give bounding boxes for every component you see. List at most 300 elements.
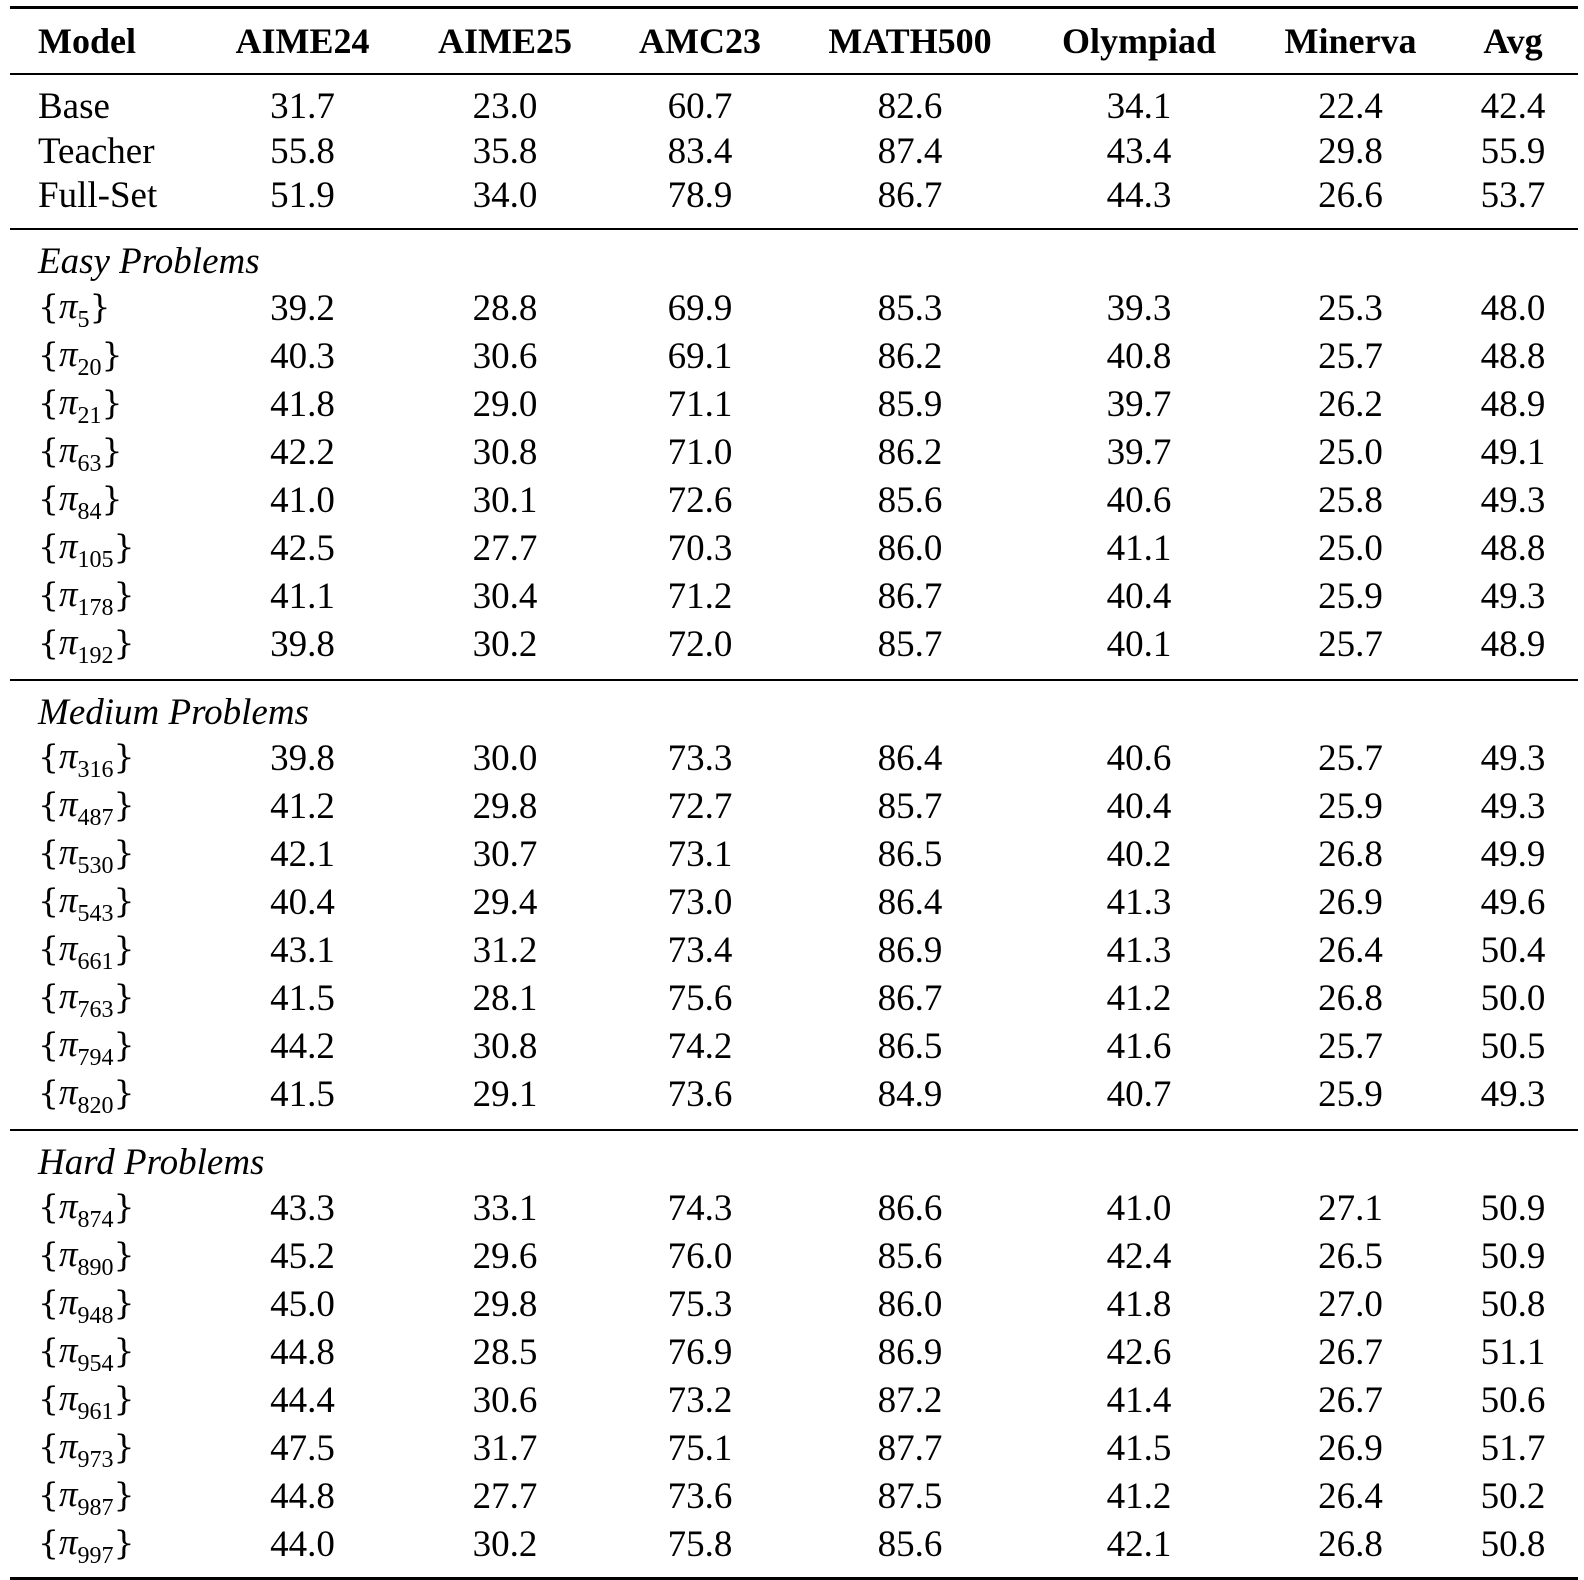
table-row [10, 735, 1578, 783]
score-cell-olympiad: 41.4 [1106, 1380, 1172, 1422]
score-cell-math500: 86.4 [877, 881, 943, 923]
subset-name-cell [10, 831, 200, 879]
score-cell-aime25: 30.1 [472, 479, 538, 521]
subset-name-cell [10, 1185, 200, 1233]
pi-symbol: π [59, 525, 78, 567]
score-cell-math500: 86.9 [877, 929, 943, 971]
subset-name-cell [10, 1233, 200, 1281]
left-brace: { [38, 1475, 59, 1515]
score-cell-aime25: 29.1 [405, 1071, 605, 1130]
right-brace: } [113, 1235, 135, 1275]
left-brace: { [38, 1331, 59, 1371]
score-cell-aime25: 27.7 [472, 527, 538, 569]
score-cell-amc23: 60.7 [667, 86, 733, 128]
score-cell-minerva: 26.8 [1318, 833, 1383, 875]
subset-name-cell [10, 429, 200, 477]
pi-symbol: π [59, 927, 78, 969]
table-row [10, 1329, 1578, 1377]
score-cell-minerva: 26.8 [1253, 1521, 1448, 1579]
subset-name-cell [10, 381, 200, 429]
score-cell-olympiad: 41.5 [1106, 1428, 1172, 1470]
score-cell-math500: 86.2 [877, 335, 943, 377]
left-brace: { [38, 928, 59, 968]
right-brace: } [101, 334, 123, 374]
score-cell-math500: 85.6 [795, 1521, 1025, 1579]
score-cell-amc23: 73.4 [667, 929, 733, 971]
score-cell-amc23: 71.0 [667, 431, 733, 473]
column-header-minerva: Minerva [1253, 8, 1448, 75]
section-header-row [10, 1130, 1578, 1185]
score-cell-aime25: 33.1 [472, 1188, 538, 1230]
score-cell-minerva: 26.7 [1318, 1332, 1383, 1374]
score-cell-avg: 51.7 [1480, 1428, 1546, 1470]
score-cell-math500: 85.6 [877, 1236, 943, 1278]
subset-index: 874 [77, 1207, 114, 1234]
score-cell-avg: 50.6 [1480, 1380, 1546, 1422]
score-cell-math500: 87.5 [877, 1476, 943, 1518]
score-cell-olympiad: 40.1 [1025, 621, 1253, 680]
score-cell-aime24: 41.5 [270, 977, 335, 1019]
score-cell-aime24: 44.4 [270, 1380, 335, 1422]
subset-index: 763 [77, 996, 114, 1023]
pi-symbol: π [59, 285, 78, 327]
pi-symbol: π [59, 783, 78, 825]
score-cell-aime25: 30.4 [472, 575, 538, 617]
right-brace: } [113, 1523, 135, 1563]
table-row [10, 129, 1578, 173]
score-cell-minerva: 26.9 [1318, 881, 1383, 923]
score-cell-avg: 49.3 [1480, 737, 1546, 779]
subset-name-cell [10, 525, 200, 573]
right-brace: } [113, 832, 135, 872]
subset-index: 961 [77, 1399, 114, 1426]
score-cell-math500: 85.7 [795, 621, 1025, 680]
subset-index: 987 [77, 1495, 114, 1522]
subset-index: 973 [77, 1447, 114, 1474]
score-cell-aime24: 51.9 [200, 174, 405, 229]
table-row [10, 1521, 1578, 1579]
score-cell-amc23: 74.3 [667, 1188, 733, 1230]
right-brace: } [113, 928, 135, 968]
pi-symbol: π [59, 477, 78, 519]
right-brace: } [113, 736, 135, 776]
subset-index: 948 [77, 1303, 114, 1330]
score-cell-aime24: 41.1 [270, 575, 335, 617]
score-cell-math500: 86.2 [877, 431, 943, 473]
left-brace: { [38, 430, 59, 470]
score-cell-aime25: 30.2 [405, 621, 605, 680]
score-cell-olympiad: 40.6 [1106, 737, 1172, 779]
score-cell-aime24: 40.4 [270, 881, 335, 923]
score-cell-amc23: 76.0 [667, 1236, 733, 1278]
subset-name-cell [10, 1071, 200, 1130]
subset-name-cell [10, 1425, 200, 1473]
score-cell-avg: 48.9 [1448, 621, 1578, 680]
left-brace: { [38, 478, 59, 518]
table-row [10, 1425, 1578, 1473]
score-cell-olympiad: 40.2 [1106, 833, 1172, 875]
score-cell-aime25: 29.6 [472, 1236, 538, 1278]
score-cell-aime25: 30.0 [472, 737, 538, 779]
pi-symbol: π [59, 1023, 78, 1065]
section-label: Easy Problems [38, 241, 260, 283]
subset-name-cell [10, 333, 200, 381]
left-brace: { [38, 784, 59, 824]
subset-index: 21 [77, 402, 102, 429]
left-brace: { [38, 1187, 59, 1227]
score-cell-avg: 49.3 [1480, 575, 1546, 617]
table-row [10, 477, 1578, 525]
score-cell-amc23: 75.1 [667, 1428, 733, 1470]
score-cell-math500: 86.0 [877, 1284, 943, 1326]
subset-index: 954 [77, 1351, 114, 1378]
score-cell-amc23: 73.2 [667, 1380, 733, 1422]
score-cell-minerva: 26.7 [1318, 1380, 1383, 1422]
subset-name-cell [10, 1329, 200, 1377]
score-cell-math500: 84.9 [795, 1071, 1025, 1130]
score-cell-aime25: 28.1 [472, 977, 538, 1019]
score-cell-amc23: 72.7 [667, 785, 733, 827]
subset-name-cell [10, 975, 200, 1023]
score-cell-aime24: 43.3 [270, 1188, 335, 1230]
score-cell-math500: 85.9 [877, 383, 943, 425]
left-brace: { [38, 1379, 59, 1419]
score-cell-minerva: 29.8 [1318, 130, 1383, 172]
score-cell-aime24: 39.8 [200, 621, 405, 680]
score-cell-avg: 49.3 [1480, 479, 1546, 521]
score-cell-olympiad: 40.7 [1025, 1071, 1253, 1130]
score-cell-aime24: 44.0 [200, 1521, 405, 1579]
right-brace: } [113, 1072, 135, 1112]
score-cell-amc23: 73.0 [667, 881, 733, 923]
score-cell-aime24: 39.8 [270, 737, 335, 779]
score-cell-math500: 82.6 [877, 86, 943, 128]
score-cell-amc23: 70.3 [667, 527, 733, 569]
score-cell-aime24: 43.1 [270, 929, 335, 971]
score-cell-minerva: 25.9 [1318, 575, 1383, 617]
score-cell-amc23: 75.8 [605, 1521, 795, 1579]
score-cell-aime24: 44.8 [270, 1332, 335, 1374]
left-brace: { [38, 832, 59, 872]
pi-symbol: π [59, 1282, 78, 1324]
score-cell-amc23: 76.9 [667, 1332, 733, 1374]
score-cell-olympiad: 41.2 [1106, 977, 1172, 1019]
right-brace: } [113, 1427, 135, 1467]
score-cell-amc23: 83.4 [667, 130, 733, 172]
score-cell-aime24: 41.2 [270, 785, 335, 827]
score-cell-minerva: 26.5 [1318, 1236, 1383, 1278]
score-cell-math500: 85.7 [877, 785, 943, 827]
table-row [10, 1023, 1578, 1071]
subset-name-cell [10, 621, 200, 680]
score-cell-amc23: 72.6 [667, 479, 733, 521]
pi-symbol: π [59, 831, 78, 873]
right-brace: } [113, 526, 135, 566]
right-brace: } [113, 976, 135, 1016]
subset-index: 661 [77, 948, 114, 975]
score-cell-olympiad: 34.1 [1106, 86, 1172, 128]
pi-symbol: π [59, 735, 78, 777]
subset-name-cell [10, 1377, 200, 1425]
table-row [10, 1473, 1578, 1521]
score-cell-amc23: 73.6 [667, 1476, 733, 1518]
score-cell-aime25: 29.8 [472, 785, 538, 827]
score-cell-olympiad: 40.4 [1106, 785, 1172, 827]
score-cell-aime25: 23.0 [472, 86, 538, 128]
score-cell-olympiad: 42.1 [1025, 1521, 1253, 1579]
pi-symbol: π [59, 621, 78, 663]
left-brace: { [38, 736, 59, 776]
table-row [10, 831, 1578, 879]
score-cell-aime24: 31.7 [270, 86, 335, 128]
score-cell-math500: 86.5 [877, 1025, 943, 1067]
score-cell-aime24: 39.2 [270, 287, 335, 329]
pi-symbol: π [59, 573, 78, 615]
left-brace: { [38, 1523, 59, 1563]
right-brace: } [113, 1475, 135, 1515]
subset-name-cell [10, 573, 200, 621]
score-cell-math500: 86.6 [877, 1188, 943, 1230]
score-cell-aime25: 35.8 [472, 130, 538, 172]
pi-symbol: π [59, 381, 78, 423]
table-row [10, 879, 1578, 927]
left-brace: { [38, 286, 59, 326]
score-cell-math500: 86.5 [877, 833, 943, 875]
score-cell-amc23: 73.1 [667, 833, 733, 875]
column-header-aime25: AIME25 [405, 8, 605, 75]
score-cell-aime25: 30.6 [472, 335, 538, 377]
table-row [10, 1233, 1578, 1281]
score-cell-olympiad: 43.4 [1106, 130, 1172, 172]
right-brace: } [113, 1379, 135, 1419]
score-cell-minerva: 26.9 [1318, 1428, 1383, 1470]
column-header-olympiad: Olympiad [1025, 8, 1253, 75]
subset-name-cell [10, 477, 200, 525]
subset-index: 5 [77, 306, 90, 333]
subset-name-cell [10, 783, 200, 831]
pi-symbol: π [59, 879, 78, 921]
score-cell-aime24: 41.5 [200, 1071, 405, 1130]
score-cell-avg: 48.0 [1480, 287, 1546, 329]
table-header [10, 8, 1578, 75]
pi-symbol: π [59, 1426, 78, 1468]
score-cell-minerva: 25.7 [1318, 1025, 1383, 1067]
right-brace: } [113, 1024, 135, 1064]
score-cell-amc23: 73.6 [605, 1071, 795, 1130]
score-cell-olympiad: 41.2 [1106, 1476, 1172, 1518]
subset-index: 178 [77, 594, 114, 621]
left-brace: { [38, 334, 59, 374]
score-cell-minerva: 25.9 [1318, 785, 1383, 827]
subset-name-cell [10, 735, 200, 783]
table-row [10, 74, 1578, 129]
score-cell-amc23: 73.3 [667, 737, 733, 779]
score-cell-math500: 86.7 [877, 575, 943, 617]
subset-name-cell [10, 1281, 200, 1329]
left-brace: { [38, 880, 59, 920]
model-name-cell: Full-Set [10, 174, 200, 229]
score-cell-olympiad: 40.6 [1106, 479, 1172, 521]
table-row [10, 621, 1578, 680]
score-cell-math500: 87.2 [877, 1380, 943, 1422]
right-brace: } [89, 286, 111, 326]
score-cell-aime25: 30.8 [472, 1025, 538, 1067]
score-cell-math500: 87.4 [877, 130, 943, 172]
score-cell-aime24: 41.8 [270, 383, 335, 425]
score-cell-minerva: 25.0 [1318, 527, 1383, 569]
pi-symbol: π [59, 1186, 78, 1228]
subset-index: 794 [77, 1044, 114, 1071]
table-row [10, 1071, 1578, 1130]
score-cell-olympiad: 41.8 [1106, 1284, 1172, 1326]
column-header-aime24: AIME24 [200, 8, 405, 75]
score-cell-avg: 50.4 [1480, 929, 1546, 971]
pi-symbol: π [59, 1071, 78, 1113]
subset-name-cell [10, 285, 200, 333]
subset-name-cell [10, 879, 200, 927]
score-cell-aime25: 28.5 [472, 1332, 538, 1374]
subset-index: 63 [77, 450, 102, 477]
score-cell-minerva: 25.8 [1318, 479, 1383, 521]
score-cell-olympiad: 40.8 [1106, 335, 1172, 377]
right-brace: } [113, 880, 135, 920]
left-brace: { [38, 1427, 59, 1467]
score-cell-minerva: 25.3 [1318, 287, 1383, 329]
score-cell-aime24: 42.5 [270, 527, 335, 569]
left-brace: { [38, 1024, 59, 1064]
table-row [10, 1281, 1578, 1329]
right-brace: } [113, 574, 135, 614]
score-cell-aime25: 30.8 [472, 431, 538, 473]
left-brace: { [38, 1283, 59, 1323]
table-row [10, 174, 1578, 229]
right-brace: } [113, 622, 135, 662]
subset-index: 997 [77, 1543, 114, 1570]
score-cell-aime25: 28.8 [472, 287, 538, 329]
score-cell-avg: 55.9 [1480, 130, 1546, 172]
table-row [10, 927, 1578, 975]
score-cell-avg: 50.8 [1448, 1521, 1578, 1579]
score-cell-aime24: 44.2 [270, 1025, 335, 1067]
right-brace: } [113, 784, 135, 824]
score-cell-amc23: 75.3 [667, 1284, 733, 1326]
score-cell-minerva: 25.9 [1253, 1071, 1448, 1130]
score-cell-aime25: 29.4 [472, 881, 538, 923]
score-cell-avg: 53.7 [1448, 174, 1578, 229]
subset-index: 316 [77, 756, 114, 783]
score-cell-aime24: 41.0 [270, 479, 335, 521]
score-cell-aime25: 34.0 [405, 174, 605, 229]
score-cell-amc23: 71.1 [667, 383, 733, 425]
pi-symbol: π [59, 975, 78, 1017]
score-cell-aime24: 44.8 [270, 1476, 335, 1518]
score-cell-math500: 86.0 [877, 527, 943, 569]
score-cell-avg: 50.0 [1480, 977, 1546, 1019]
subset-index: 105 [77, 546, 114, 573]
subset-name-cell [10, 1473, 200, 1521]
model-name-cell: Teacher [38, 130, 155, 172]
right-brace: } [113, 1283, 135, 1323]
pi-symbol: π [59, 1378, 78, 1420]
table-row [10, 525, 1578, 573]
score-cell-aime25: 31.7 [472, 1428, 538, 1470]
score-cell-minerva: 22.4 [1318, 86, 1383, 128]
left-brace: { [38, 574, 59, 614]
score-cell-minerva: 25.7 [1253, 621, 1448, 680]
subset-index: 487 [77, 804, 114, 831]
score-cell-olympiad: 41.3 [1106, 881, 1172, 923]
score-cell-olympiad: 41.3 [1106, 929, 1172, 971]
subset-index: 192 [77, 642, 114, 669]
score-cell-aime24: 55.8 [270, 130, 335, 172]
score-cell-amc23: 71.2 [667, 575, 733, 617]
score-cell-aime24: 40.3 [270, 335, 335, 377]
pi-symbol: π [59, 1522, 78, 1564]
score-cell-aime24: 42.1 [270, 833, 335, 875]
score-cell-olympiad: 39.3 [1106, 287, 1172, 329]
right-brace: } [113, 1331, 135, 1371]
table-row [10, 1377, 1578, 1425]
table-row [10, 783, 1578, 831]
table-row [10, 573, 1578, 621]
score-cell-aime25: 30.2 [405, 1521, 605, 1579]
score-cell-minerva: 26.2 [1318, 383, 1383, 425]
score-cell-aime24: 45.0 [270, 1284, 335, 1326]
score-cell-minerva: 27.0 [1318, 1284, 1383, 1326]
score-cell-aime25: 30.7 [472, 833, 538, 875]
score-cell-math500: 86.7 [795, 174, 1025, 229]
score-cell-avg: 50.9 [1480, 1236, 1546, 1278]
table-row [10, 333, 1578, 381]
score-cell-minerva: 26.4 [1318, 929, 1383, 971]
score-cell-math500: 86.7 [877, 977, 943, 1019]
score-cell-avg: 49.6 [1480, 881, 1546, 923]
left-brace: { [38, 1072, 59, 1112]
score-cell-avg: 49.3 [1448, 1071, 1578, 1130]
score-cell-olympiad: 39.7 [1106, 431, 1172, 473]
subset-index: 543 [77, 900, 114, 927]
score-cell-avg: 50.9 [1480, 1188, 1546, 1230]
table-row [10, 975, 1578, 1023]
score-cell-avg: 48.8 [1480, 335, 1546, 377]
score-cell-minerva: 26.4 [1318, 1476, 1383, 1518]
table-row [10, 1185, 1578, 1233]
score-cell-olympiad: 40.4 [1106, 575, 1172, 617]
pi-symbol: π [59, 1330, 78, 1372]
score-cell-amc23: 74.2 [667, 1025, 733, 1067]
score-cell-avg: 50.8 [1480, 1284, 1546, 1326]
score-cell-amc23: 78.9 [605, 174, 795, 229]
right-brace: } [101, 430, 123, 470]
results-table [10, 6, 1578, 1580]
score-cell-avg: 48.9 [1480, 383, 1546, 425]
table-row [10, 381, 1578, 429]
score-cell-math500: 86.4 [877, 737, 943, 779]
score-cell-aime24: 42.2 [270, 431, 335, 473]
column-header-math500: MATH500 [795, 8, 1025, 75]
score-cell-avg: 42.4 [1480, 86, 1546, 128]
score-cell-math500: 87.7 [877, 1428, 943, 1470]
column-header-amc23: AMC23 [605, 8, 795, 75]
score-cell-aime25: 29.8 [472, 1284, 538, 1326]
subset-index: 84 [77, 498, 102, 525]
left-brace: { [38, 1235, 59, 1275]
right-brace: } [101, 478, 123, 518]
subset-name-cell [10, 927, 200, 975]
score-cell-aime25: 31.2 [472, 929, 538, 971]
score-cell-avg: 51.1 [1480, 1332, 1546, 1374]
pi-symbol: π [59, 1474, 78, 1516]
